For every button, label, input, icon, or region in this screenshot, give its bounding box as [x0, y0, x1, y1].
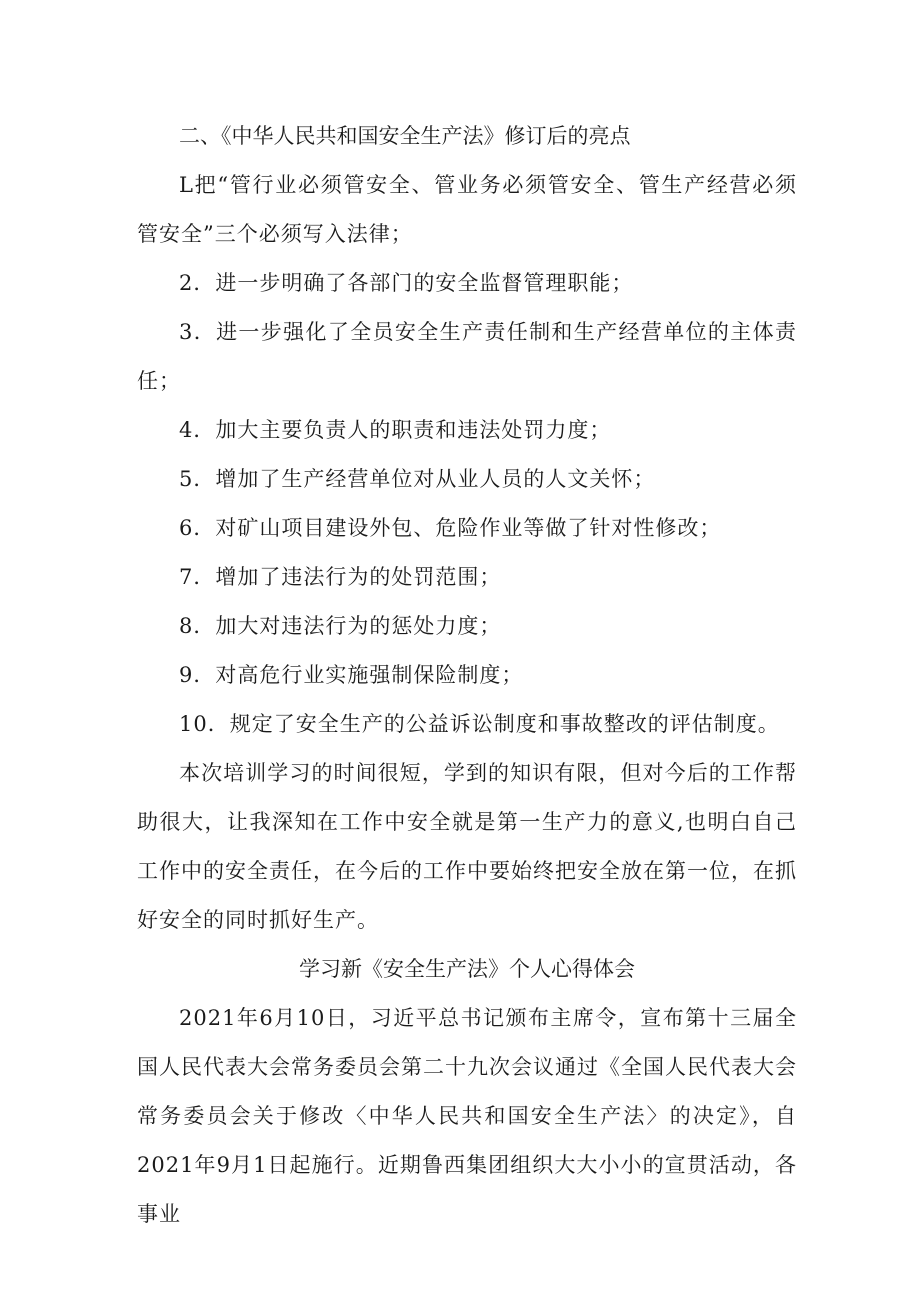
document-page — [137, 112, 797, 1239]
list-item: 3．进一步强化了全员安全生产责任制和生产经营单位的主体责任； — [137, 320, 797, 393]
list-item: 5．增加了生产经营单位对从业人员的人文关怀； — [179, 467, 656, 491]
list-item: 4．加大主要负责人的职责和违法处罚力度； — [179, 418, 612, 442]
list-item: 8．加大对违法行为的惩处力度； — [179, 614, 502, 638]
list-item: 9．对高危行业实施强制保险制度； — [179, 663, 524, 687]
section-heading: 二、《中华人民共和国安全生产法》修订后的亮点 — [179, 124, 631, 148]
list-item: 2．进一步明确了各部门的安全监督管理职能； — [179, 271, 634, 295]
list-item: L把“管行业必须管安全、管业务必须管安全、管生产经营必须管安全”三个必须写入法律； — [137, 173, 797, 246]
article-title: 学习新《安全生产法》个人心得体会 — [299, 957, 635, 981]
list-item: 6．对矿山项目建设外包、危险作业等做了针对性修改； — [179, 516, 722, 540]
list-item: 10．规定了安全生产的公益诉讼制度和事故整改的评估制度。 — [179, 712, 780, 736]
closing-paragraph: 本次培训学习的时间很短，学到的知识有限，但对今后的工作帮助很大，让我深知在工作中安全就是第一生产力的意义,也明白自己工作中的安全责任，在今后的工作中要始终把安全放在第一位，在抓好安全的同时抓好生产。 — [137, 761, 797, 932]
list-item: 7．增加了违法行为的处罚范围； — [179, 565, 502, 589]
article-paragraph: 2021年6月10日，习近平总书记颁布主席令，宣布第十三届全国人民代表大会常务委员会第二十九次会议通过《全国人民代表大会常务委员会关于修改〈中华人民共和国安全生产法〉的决定》，自2021年9月1日起施行。近期鲁西集团组织大大小小的宣贯活动，各事业 — [137, 1006, 797, 1226]
